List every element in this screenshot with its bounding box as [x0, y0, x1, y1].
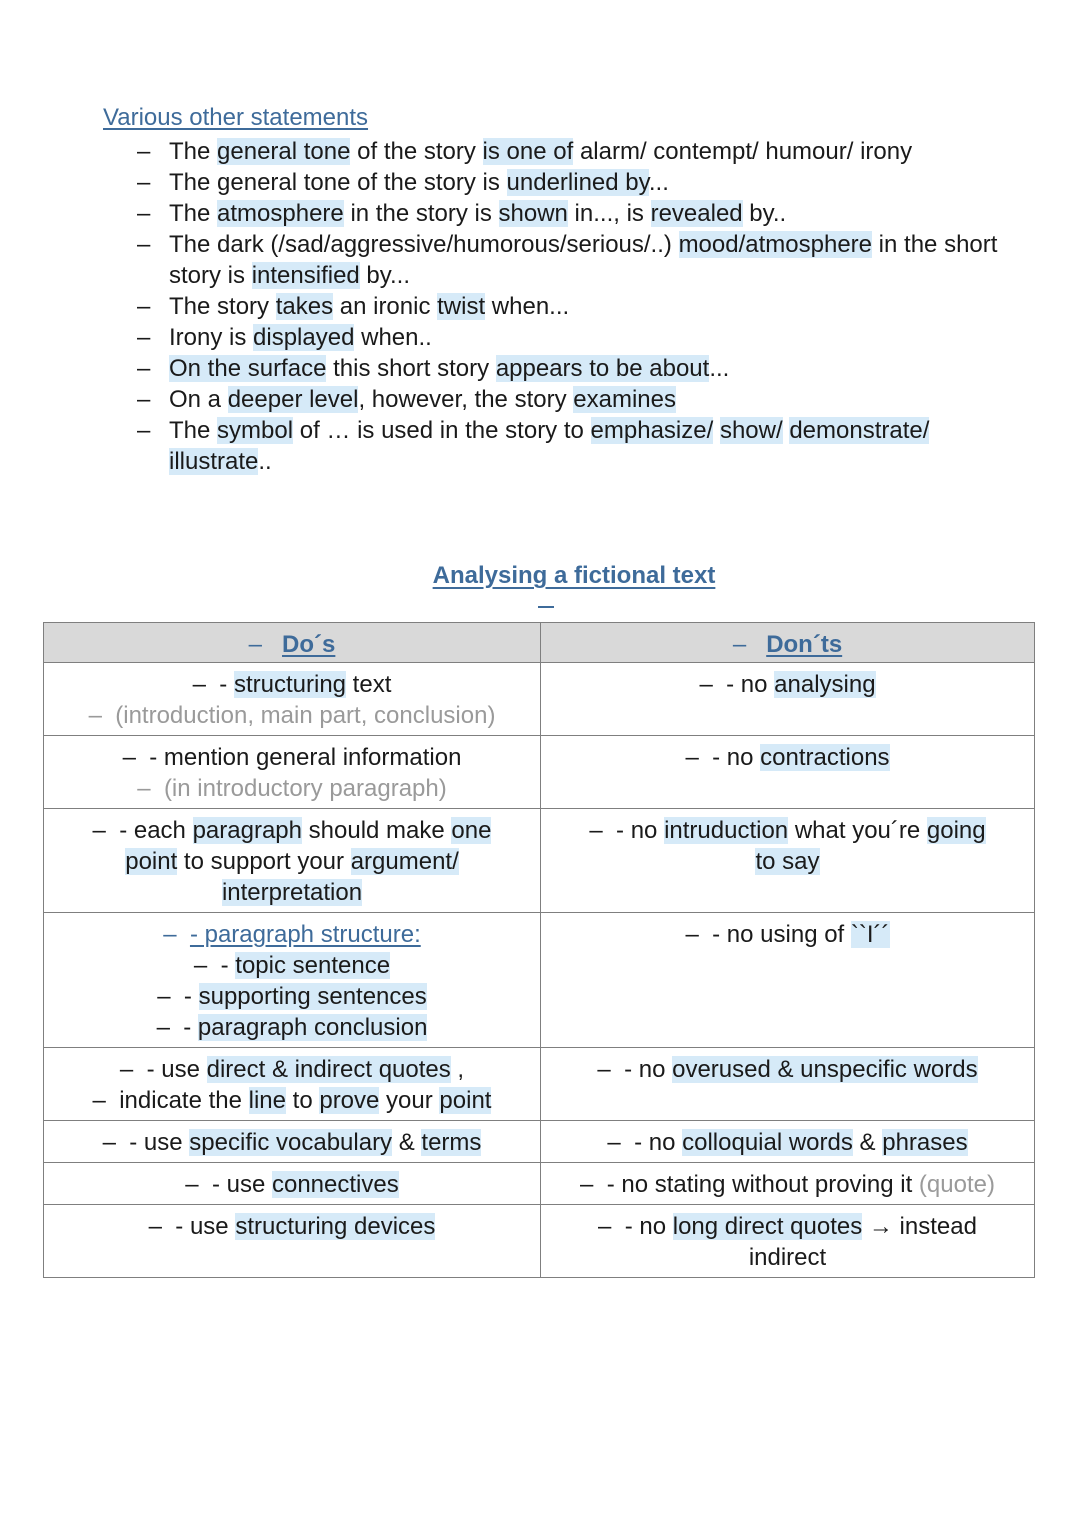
highlighted-text: intensified	[251, 262, 360, 289]
highlighted-text: prove	[319, 1087, 380, 1114]
page-title: Analysing a fictional text	[432, 562, 716, 589]
table-row	[44, 1121, 1035, 1163]
text-segment: &	[852, 1129, 883, 1156]
cell-line	[48, 950, 536, 981]
cell-line	[545, 669, 1030, 700]
text-segment: (in introductory paragraph)	[163, 775, 447, 802]
bullet-dash: –	[193, 952, 221, 979]
highlighted-text: underlined by	[506, 169, 649, 196]
bullet-dash: –	[685, 744, 713, 771]
statement-list	[137, 136, 1017, 477]
link-text: - paragraph structure:	[189, 921, 421, 948]
bullet-dash: –	[137, 324, 151, 351]
text-segment: -	[219, 671, 234, 698]
do-cell	[44, 1048, 541, 1121]
dont-cell	[541, 809, 1035, 913]
highlighted-text: appears to be about	[495, 355, 710, 382]
bullet-dash: –	[137, 231, 151, 258]
bullet-dash: –	[137, 293, 151, 320]
text-segment: alarm/ contempt/ humour/ irony	[573, 138, 913, 165]
text-segment	[713, 417, 720, 444]
donts-header	[541, 623, 1035, 663]
text-segment: in the story is	[343, 200, 499, 227]
do-cell	[44, 1205, 541, 1278]
dont-cell	[541, 913, 1035, 1048]
highlighted-text: overused & unspecific words	[672, 1056, 978, 1083]
bullet-dash: –	[137, 355, 151, 382]
cell-line	[48, 773, 536, 804]
text-segment: - each	[119, 817, 193, 844]
text-segment: should make	[302, 817, 452, 844]
highlighted-text: connectives	[271, 1171, 399, 1198]
highlighted-text: paragraph conclusion	[197, 1014, 428, 1041]
text-segment: -	[220, 952, 236, 979]
cell-line	[48, 1054, 536, 1085]
highlighted-text: examines	[573, 386, 676, 413]
highlighted-text: general tone	[217, 138, 351, 165]
do-cell	[44, 809, 541, 913]
text-segment: of the story	[350, 138, 483, 165]
cell-line	[545, 846, 1030, 877]
highlighted-text: line	[248, 1087, 286, 1114]
cell-line	[48, 669, 536, 700]
dont-cell	[541, 736, 1035, 809]
section-heading: Various other statements	[103, 104, 369, 131]
highlighted-text: demonstrate/	[789, 417, 930, 444]
cell-line	[48, 1012, 536, 1043]
dont-cell	[541, 1048, 1035, 1121]
table-row	[44, 1048, 1035, 1121]
text-segment: Irony is	[169, 324, 254, 351]
highlighted-text: atmosphere	[217, 200, 344, 227]
text-segment: (introduction, main part, conclusion)	[115, 702, 496, 729]
highlighted-text: symbol	[217, 417, 294, 444]
cell-line	[545, 1169, 1030, 1200]
text-segment: indicate the	[119, 1087, 249, 1114]
highlighted-text: twist	[437, 293, 486, 320]
bullet-dash: –	[137, 386, 151, 413]
cell-line	[545, 1054, 1030, 1085]
text-segment: an ironic	[333, 293, 438, 320]
bullet-dash: –	[122, 744, 150, 771]
statement-item	[137, 291, 1017, 322]
bullet-dash: –	[157, 983, 184, 1010]
bullet-dash: –	[597, 1056, 625, 1083]
highlighted-text: mood/atmosphere	[678, 231, 873, 258]
table-row	[44, 663, 1035, 736]
dos-header	[44, 623, 541, 663]
statement-item	[137, 322, 1017, 353]
bullet-dash: –	[163, 921, 190, 948]
text-segment: The general tone of the story is	[169, 169, 507, 196]
cell-line	[48, 1085, 536, 1116]
table-row	[44, 736, 1035, 809]
bullet-dash: –	[102, 1129, 130, 1156]
highlighted-text: direct & indirect quotes	[206, 1056, 451, 1083]
highlighted-text: point	[125, 848, 178, 875]
statement-item	[137, 167, 1017, 198]
highlighted-text: intruduction	[664, 817, 789, 844]
text-segment: your	[379, 1087, 440, 1114]
bullet-dash: –	[607, 1129, 635, 1156]
highlighted-text: argument/	[350, 848, 459, 875]
highlighted-text: ``I´´	[850, 921, 890, 948]
table-row	[44, 913, 1035, 1048]
cell-line	[48, 742, 536, 773]
highlighted-text: to say	[755, 848, 820, 875]
text-segment: The	[169, 200, 218, 227]
highlighted-text: revealed	[650, 200, 743, 227]
highlighted-text: long direct quotes	[672, 1213, 863, 1240]
text-segment: ,	[450, 1056, 465, 1083]
highlighted-text: is one of	[482, 138, 574, 165]
cell-line	[545, 815, 1030, 846]
text-segment: The dark (/sad/aggressive/humorous/serious/..)	[169, 231, 679, 258]
do-cell	[44, 1163, 541, 1205]
bullet-dash: –	[699, 671, 727, 698]
text-segment: - use	[129, 1129, 190, 1156]
highlighted-text: structuring devices	[235, 1213, 436, 1240]
title-dash	[538, 606, 554, 608]
dont-cell	[541, 663, 1035, 736]
text-segment: The	[169, 138, 218, 165]
cell-line	[48, 1211, 536, 1242]
highlighted-text: one	[451, 817, 492, 844]
cell-line	[545, 1211, 1030, 1242]
highlighted-text: interpretation	[221, 879, 363, 906]
statement-item	[137, 415, 1017, 477]
bullet-dash: –	[156, 1014, 184, 1041]
cell-line	[48, 919, 536, 950]
header-bullet: –	[248, 631, 262, 658]
highlighted-text: shown	[498, 200, 568, 227]
highlighted-text: going	[926, 817, 986, 844]
statement-item	[137, 198, 1017, 229]
bullet-dash: –	[192, 671, 220, 698]
do-cell	[44, 736, 541, 809]
statement-item	[137, 353, 1017, 384]
text-segment: - no using of	[712, 921, 851, 948]
bullet-dash: –	[92, 1087, 120, 1114]
bullet-dash: –	[119, 1056, 147, 1083]
bullet-dash: –	[137, 169, 151, 196]
bullet-dash: –	[185, 1171, 212, 1198]
cell-line	[545, 1127, 1030, 1158]
bullet-dash: –	[685, 921, 713, 948]
cell-line	[545, 919, 1030, 950]
bullet-dash: –	[598, 1213, 625, 1240]
text-segment: - use	[146, 1056, 207, 1083]
text-segment: - no	[616, 817, 665, 844]
highlighted-text: terms	[421, 1129, 482, 1156]
highlighted-text: specific vocabulary	[189, 1129, 393, 1156]
cell-line	[545, 1242, 1030, 1273]
text-segment: &	[392, 1129, 422, 1156]
bullet-dash: –	[148, 1213, 176, 1240]
highlighted-text: paragraph	[192, 817, 302, 844]
text-segment: - use	[175, 1213, 236, 1240]
text-segment: this short story	[326, 355, 496, 382]
statement-item	[137, 136, 1017, 167]
donts-header-label: Don´ts	[766, 631, 843, 658]
cell-line	[545, 742, 1030, 773]
table-row	[44, 1205, 1035, 1278]
highlighted-text: structuring	[233, 671, 347, 698]
dont-cell	[541, 1205, 1035, 1278]
cell-line	[48, 846, 536, 877]
table-row	[44, 1163, 1035, 1205]
highlighted-text: displayed	[253, 324, 355, 351]
highlighted-text: emphasize/	[590, 417, 714, 444]
text-segment: - no stating without proving it	[606, 1171, 919, 1198]
bullet-dash: –	[137, 417, 151, 444]
text-segment: , however, the story	[358, 386, 574, 413]
text-segment: - no	[634, 1129, 683, 1156]
text-segment: - no	[712, 744, 761, 771]
highlighted-text: colloquial words	[682, 1129, 853, 1156]
highlighted-text: supporting sentences	[198, 983, 427, 1010]
text-segment: to support your	[177, 848, 351, 875]
text-segment: text	[346, 671, 392, 698]
text-segment: indirect	[748, 1244, 827, 1271]
text-segment: what you´re	[788, 817, 927, 844]
statement-item	[137, 384, 1017, 415]
highlighted-text: point	[439, 1087, 492, 1114]
bullet-dash: –	[589, 817, 617, 844]
cell-line	[48, 1169, 536, 1200]
text-segment: in..., is	[567, 200, 651, 227]
text-segment: The	[169, 417, 218, 444]
text-segment: → instead	[862, 1213, 977, 1240]
text-segment: - no	[624, 1056, 673, 1083]
highlighted-text: topic sentence	[235, 952, 391, 979]
bullet-dash: –	[137, 138, 151, 165]
cell-line	[48, 815, 536, 846]
grey-text: (quote)	[918, 1171, 995, 1198]
cell-line	[48, 1127, 536, 1158]
text-segment: - no	[624, 1213, 673, 1240]
text-segment: On a	[169, 386, 228, 413]
do-cell	[44, 663, 541, 736]
do-cell	[44, 913, 541, 1048]
do-cell	[44, 1121, 541, 1163]
text-segment: when...	[485, 293, 570, 320]
highlighted-text: deeper level	[227, 386, 359, 413]
text-segment: - no	[726, 671, 775, 698]
text-segment: - use	[211, 1171, 272, 1198]
bullet-dash: –	[88, 702, 116, 729]
highlighted-text: On the surface	[169, 355, 327, 382]
cell-line	[48, 981, 536, 1012]
bullet-dash: –	[137, 775, 164, 802]
text-segment: when..	[354, 324, 432, 351]
text-segment: of … is used in the story to	[293, 417, 591, 444]
dos-donts-table	[43, 622, 1035, 1278]
table-header-row	[44, 623, 1035, 663]
bullet-dash: –	[92, 817, 120, 844]
highlighted-text: takes	[275, 293, 334, 320]
header-bullet: –	[732, 631, 747, 658]
text-segment: by..	[742, 200, 787, 227]
cell-line	[48, 877, 536, 908]
text-segment: ...	[709, 355, 730, 382]
statement-item	[137, 229, 1017, 291]
dont-cell	[541, 1121, 1035, 1163]
text-segment: ...	[648, 169, 669, 196]
highlighted-text: analysing	[774, 671, 876, 698]
text-segment: in the short story is	[169, 231, 998, 289]
dos-header-label: Do´s	[282, 631, 336, 658]
text-segment: by...	[359, 262, 411, 289]
highlighted-text: phrases	[882, 1129, 968, 1156]
table-row	[44, 809, 1035, 913]
bullet-dash: –	[580, 1171, 607, 1198]
text-segment: ..	[258, 448, 272, 475]
text-segment: -	[183, 1014, 198, 1041]
text-segment: to	[285, 1087, 320, 1114]
dont-cell	[541, 1163, 1035, 1205]
text-segment: -	[183, 983, 199, 1010]
text-segment: - mention general information	[149, 744, 462, 771]
text-segment: The story	[169, 293, 276, 320]
highlighted-text: show/	[719, 417, 783, 444]
highlighted-text: contractions	[760, 744, 890, 771]
highlighted-text: illustrate	[169, 448, 259, 475]
cell-line	[48, 700, 536, 731]
bullet-dash: –	[137, 200, 151, 227]
